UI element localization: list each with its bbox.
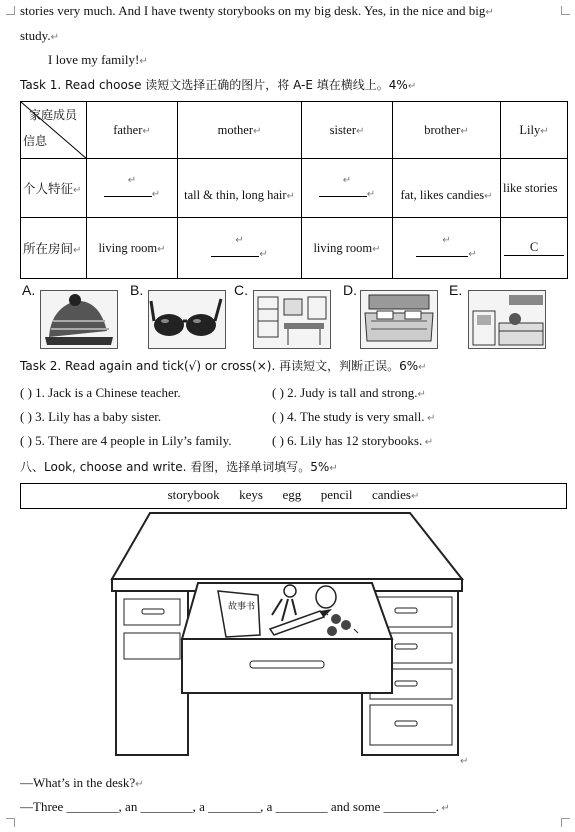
lily-room-cell (501, 218, 568, 279)
task2-item-4: ( ) 4. The study is very small. ↵ (272, 409, 436, 424)
word-bank-box: storybook keys egg pencil candies↵ (20, 483, 567, 509)
corner-mark-tl (6, 6, 15, 15)
pic-label-d: D. (343, 282, 357, 298)
task1-title: Task 1. Read choose 读短文选择正确的图片，将 A-E 填在横线上。4%↵ (20, 78, 417, 92)
task2-title: Task 2. Read again and tick(√) or cross(×). 再读短文，判断正误。6%↵ (20, 359, 427, 373)
sunglasses-icon (148, 290, 226, 349)
return-mark: ↵ (460, 756, 469, 767)
intro-line-1: stories very much. And I have twenty storybooks on my big desk. Yes, in the nice and big↵ (20, 3, 494, 18)
header-mother: mother↵ (178, 102, 302, 159)
task1-table (20, 101, 568, 279)
header-brother: brother↵ (393, 102, 501, 159)
desk-illustration (110, 511, 464, 757)
pic-label-c: C. (234, 282, 248, 298)
hat-icon (40, 290, 118, 349)
corner-top-label: 家庭成员 (29, 108, 78, 122)
header-lily: Lily↵ (501, 102, 568, 159)
mother-feature-cell: tall & thin, long hair↵ (178, 159, 302, 218)
question-line: —What’s in the desk?↵ (20, 775, 144, 790)
row-label-features: 个人特征↵ (21, 159, 87, 218)
pic-label-b: B. (130, 282, 144, 298)
header-sister: sister↵ (302, 102, 393, 159)
task2-item-3: ( ) 3. Lily has a baby sister. (20, 409, 162, 424)
lily-feature-cell: like stories (501, 159, 568, 218)
header-father: father↵ (87, 102, 178, 159)
word-bank: storybook keys egg pencil candies (167, 487, 411, 502)
father-room-cell: living room↵ (87, 218, 178, 279)
brother-room-cell: ↵ ↵ (393, 218, 501, 279)
task2-item-2: ( ) 2. Judy is tall and strong.↵ (272, 385, 426, 400)
pic-label-e: E. (449, 282, 463, 298)
answer-line: —Three ________, an ________, a ________, a ________ and some ________. ↵ (20, 799, 450, 814)
pic-label-a: A. (22, 282, 36, 298)
lily-room-answer: C (504, 240, 564, 256)
intro-line-2: study.↵ (20, 28, 59, 43)
row-label-room: 所在房间↵ (21, 218, 87, 279)
kitchen-icon (468, 290, 546, 349)
table-corner-cell (21, 102, 87, 159)
brother-feature-cell: fat, likes candies↵ (393, 159, 501, 218)
task2-item-1: ( ) 1. Jack is a Chinese teacher. (20, 385, 181, 400)
corner-bottom-label: 信息 (23, 134, 48, 148)
section8-title: 八、Look, choose and write. 看图，选择单词填写。5%↵ (20, 460, 338, 474)
corner-mark-br (561, 818, 570, 827)
bedroom-icon (360, 290, 438, 349)
corner-mark-bl (6, 818, 15, 827)
father-feature-cell: ↵ ↵ (87, 159, 178, 218)
mother-room-cell: ↵ ↵ (178, 218, 302, 279)
storybook-label: 故事书 (228, 602, 256, 612)
sister-feature-cell: ↵ ↵ (302, 159, 393, 218)
task2-item-6: ( ) 6. Lily has 12 storybooks. ↵ (272, 433, 434, 448)
corner-mark-tr (561, 6, 570, 15)
study-room-icon (253, 290, 331, 349)
task2-item-5: ( ) 5. There are 4 people in Lily’s family. (20, 433, 232, 448)
sister-room-cell: living room↵ (302, 218, 393, 279)
intro-line-3: I love my family!↵ (48, 52, 148, 67)
